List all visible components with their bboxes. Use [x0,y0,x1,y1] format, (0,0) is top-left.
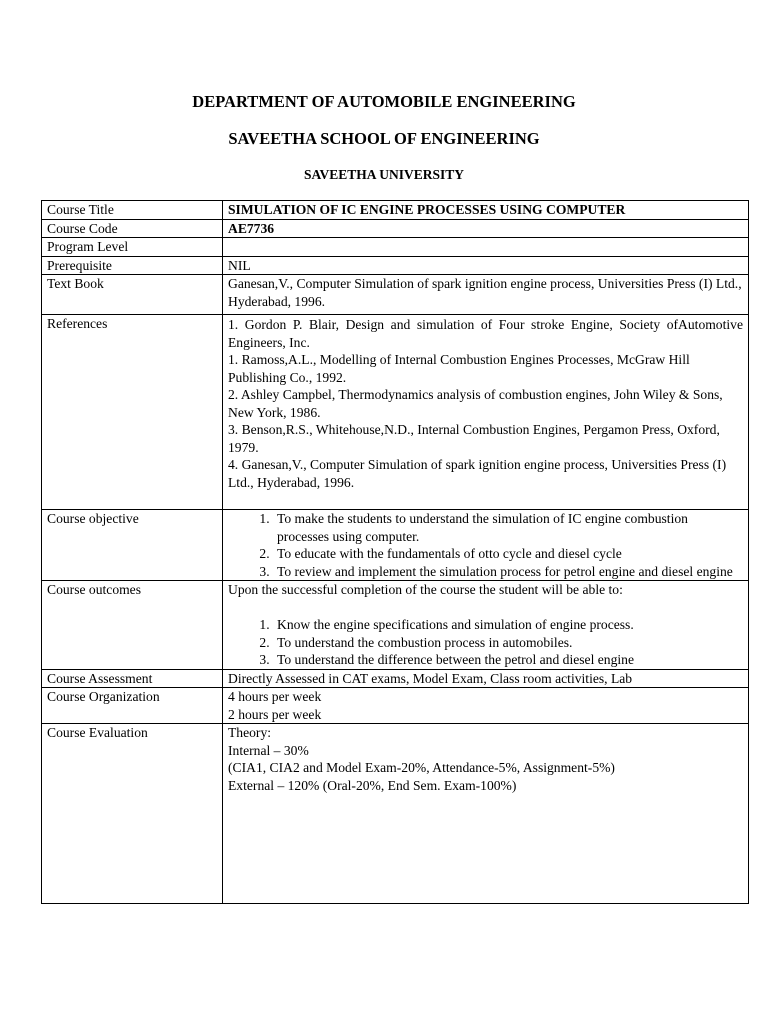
table-row-course-code [42,219,749,238]
reference-item: 2. Ashley Campbel, Thermodynamics analysis of combustion engines, John Wiley & Sons, New York, 1986. [228,387,723,420]
table-row-course-title [42,201,749,220]
reference-item: 1. Ramoss,A.L., Modelling of Internal Combustion Engines Processes, McGraw Hill Publishing Co., 1992. [228,352,690,385]
organization-line: 4 hours per week [228,689,322,704]
course-code-value: AE7736 [223,219,749,238]
table-row-program-level [42,238,749,257]
course-outcomes-value [223,581,749,670]
references-value [223,315,749,510]
table-row-course-evaluation [42,724,749,904]
organization-line: 2 hours per week [228,706,322,722]
evaluation-line: Internal – 30% [228,742,309,758]
table-row-course-assessment [42,669,749,688]
table-row-references [42,315,749,510]
course-objective-value [223,510,749,581]
course-assessment-label: Course Assessment [42,669,223,688]
department-heading: DEPARTMENT OF AUTOMOBILE ENGINEERING [192,92,576,111]
course-organization-label: Course Organization [42,688,223,724]
course-evaluation-label: Course Evaluation [42,724,223,904]
table-row-prerequisite [42,256,749,275]
outcomes-intro: Upon the successful completion of the course the student will be able to: [228,582,623,597]
reference-item: 1. Gordon P. Blair, Design and simulation of Four stroke Engine, Society ofAutomotive Engineers, Inc. [228,317,743,350]
table-row-course-objective [42,510,749,581]
outcome-item: 2. To understand the combustion process in automobiles. [273,634,743,652]
course-title-value: SIMULATION OF IC ENGINE PROCESSES USING COMPUTER [223,201,749,220]
reference-item: 3. Benson,R.S., Whitehouse,N.D., Internal Combustion Engines, Pergamon Press, Oxford, 1979. [228,422,720,455]
course-details-table [41,200,749,904]
course-code-label: Course Code [42,219,223,238]
table-row-course-organization [42,688,749,724]
table-row-text-book [42,275,749,315]
school-heading: SAVEETHA SCHOOL OF ENGINEERING [228,129,540,148]
course-outcomes-label: Course outcomes [42,581,223,670]
outcomes-list [228,616,743,669]
text-book-value: Ganesan,V., Computer Simulation of spark ignition engine process, Universities Press (I) Ltd., Hyderabad, 1996. [223,275,749,315]
table-row-course-outcomes [42,581,749,670]
outcome-item: 1. Know the engine specifications and simulation of engine process. [273,616,743,634]
program-level-label: Program Level [42,238,223,257]
reference-item: 4. Ganesan,V., Computer Simulation of spark ignition engine process, Universities Press (I) Ltd., Hyderabad, 1996. [228,457,727,490]
course-assessment-value: Directly Assessed in CAT exams, Model Exam, Class room activities, Lab [223,669,749,688]
university-heading: SAVEETHA UNIVERSITY [304,167,464,182]
prerequisite-value: NIL [223,256,749,275]
objective-item: 3. To review and implement the simulation process for petrol engine and diesel engine [273,563,743,581]
objective-item: 2. To educate with the fundamentals of otto cycle and diesel cycle [273,545,743,563]
text-book-label: Text Book [42,275,223,315]
evaluation-line: Theory: [228,725,272,740]
prerequisite-label: Prerequisite [42,256,223,275]
course-organization-value [223,688,749,724]
course-evaluation-value [223,724,749,904]
outcome-item: 3. To understand the difference between the petrol and diesel engine [273,651,743,669]
course-title-label: Course Title [42,201,223,220]
program-level-value [223,238,749,257]
references-label: References [42,315,223,510]
evaluation-line: External – 120% (Oral-20%, End Sem. Exam-100%) [228,777,517,793]
objective-list [228,510,743,580]
evaluation-line: (CIA1, CIA2 and Model Exam-20%, Attendance-5%, Assignment-5%) [228,760,615,775]
course-objective-label: Course objective [42,510,223,581]
objective-item: 1. To make the students to understand the simulation of IC engine combustion processes using computer. [273,510,743,545]
